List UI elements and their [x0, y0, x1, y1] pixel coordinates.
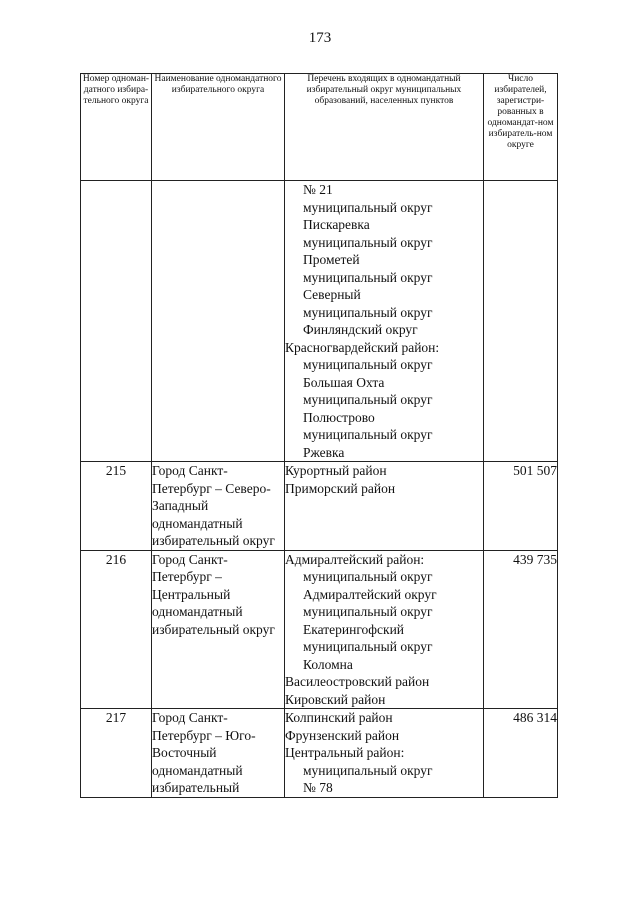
list-item: Финляндский округ: [303, 322, 418, 337]
list-item: муниципальный округ: [303, 639, 433, 654]
voter-count: 486 314: [484, 709, 558, 798]
list-item: муниципальный округ: [303, 392, 433, 407]
list-item: муниципальный округ: [303, 199, 433, 215]
list-item: Коломна: [303, 656, 353, 672]
list-item: Адмиралтейский район:: [285, 551, 425, 567]
list-item: Приморский район: [285, 480, 396, 496]
list-item: муниципальный округ: [303, 234, 433, 250]
district-number: 217: [81, 709, 152, 798]
header-voter-count: Число избирателей, зарегистри-рованных в одномандат-ном избиратель-ном округе: [484, 74, 558, 181]
district-name: Город Санкт-Петербург – Северо-Западный одномандатный избирательный округ: [152, 462, 285, 551]
list-item: Адмиралтейский округ: [303, 586, 437, 602]
list-item: Колпинский район: [285, 710, 393, 725]
table-row: [81, 709, 558, 798]
list-item: Полюстрово: [303, 409, 375, 425]
list-item: Курортный район: [285, 463, 387, 478]
table-row: [81, 181, 558, 462]
list-item: муниципальный округ: [303, 604, 433, 619]
list-item: Фрунзенский район: [285, 727, 400, 743]
list-item: муниципальный округ: [303, 427, 433, 442]
municipalities-list: [285, 550, 484, 709]
list-item: Екатерингофский: [303, 621, 405, 637]
list-item: Кировский район: [285, 691, 386, 707]
district-number: 215: [81, 462, 152, 551]
table-row: [81, 462, 558, 551]
table-header-row: [81, 74, 558, 181]
list-item: Ржевка: [303, 444, 345, 460]
municipalities-list: [285, 462, 484, 551]
header-district-name: Наименование одномандатного избирательного округа: [152, 74, 285, 181]
list-item: Центральный район:: [285, 745, 405, 760]
municipalities-list: [285, 709, 484, 798]
municipalities-list: [285, 181, 484, 462]
list-item: Большая Охта: [303, 374, 385, 390]
district-name: Город Санкт-Петербург – Центральный одномандатный избирательный округ: [152, 550, 285, 709]
page-number: 173: [308, 30, 332, 46]
list-item: Красногвардейский район:: [285, 339, 440, 355]
list-item: Пискаревка: [303, 217, 370, 232]
list-item: муниципальный округ: [303, 357, 433, 372]
list-item: муниципальный округ: [303, 569, 433, 584]
district-number: 216: [81, 550, 152, 709]
voter-count: 501 507: [484, 462, 558, 551]
list-item: муниципальный округ: [303, 304, 433, 320]
district-name: [152, 181, 285, 462]
voter-count: 439 735: [484, 550, 558, 709]
list-item: Прометей: [303, 252, 360, 267]
voter-count: [484, 181, 558, 462]
list-item: муниципальный округ: [303, 762, 433, 778]
list-item: Василеостровский район: [285, 674, 430, 689]
district-name: Город Санкт-Петербург – Юго-Восточный одномандатный избирательный: [152, 709, 285, 798]
header-municipalities-list: Перечень входящих в одномандатный избирательный округ муниципальных образований, населенных пунктов: [285, 74, 484, 181]
list-item: Северный: [303, 287, 361, 302]
districts-table: [80, 73, 558, 798]
district-number: [81, 181, 152, 462]
list-item: № 21: [303, 182, 333, 197]
table-row: [81, 550, 558, 709]
list-item: муниципальный округ: [303, 269, 433, 285]
header-district-number: Номер одноман-датного избира-тельного округа: [81, 74, 152, 181]
list-item: № 78: [303, 780, 333, 795]
